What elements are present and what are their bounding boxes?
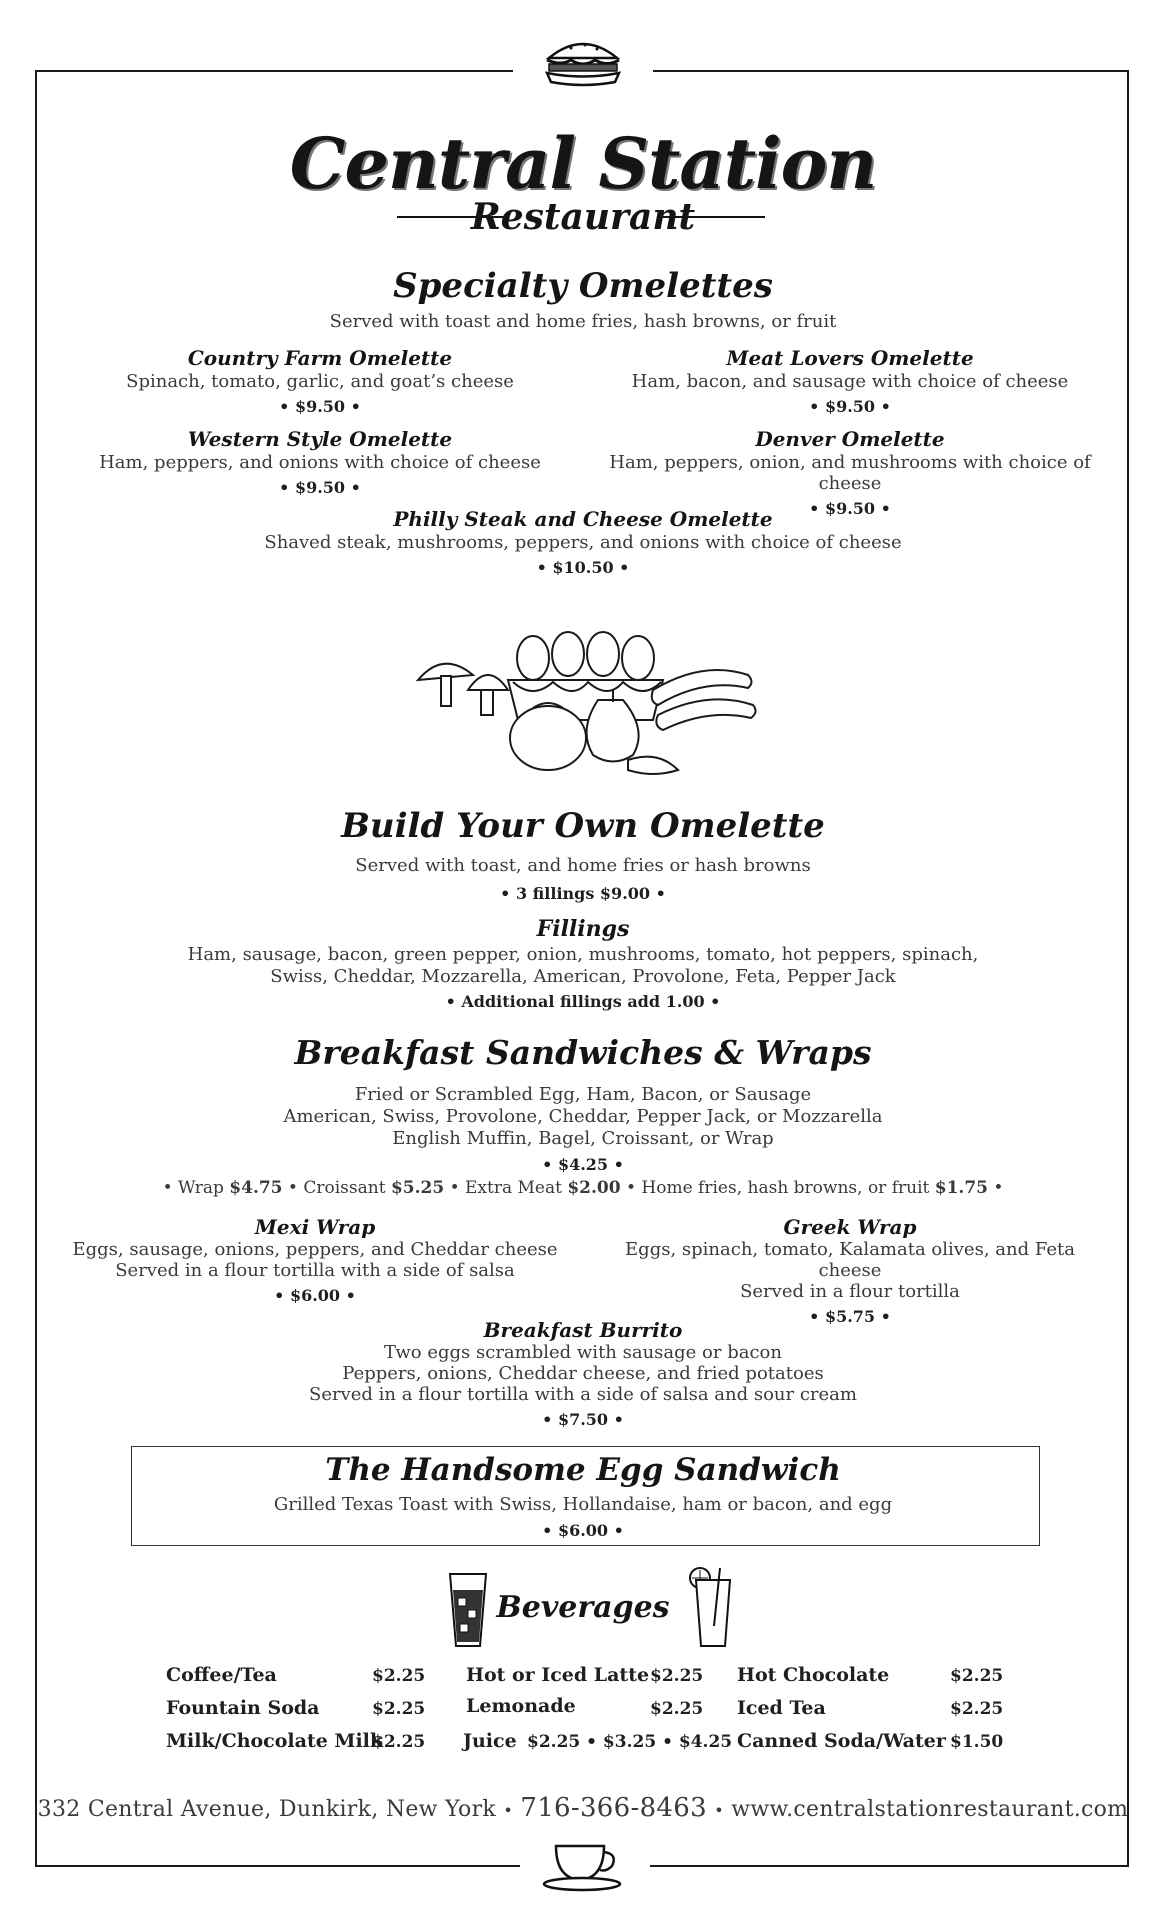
item-name: Western Style Omelette (187, 427, 453, 451)
omelette-item (80, 346, 560, 416)
item-desc: Ham, bacon, and sausage with choice of cheese (631, 371, 1069, 392)
item-desc: Eggs, spinach, tomato, Kalamata olives, and Feta cheese (625, 1239, 1075, 1281)
beverage-name: Hot or Iced Latte (466, 1664, 650, 1686)
section-title-sandwiches: Breakfast Sandwiches & Wraps (294, 1033, 872, 1072)
beverage-price: $2.25 (950, 1699, 1004, 1719)
sandwich-price: • $4.25 • (542, 1155, 624, 1174)
item-name: Philly Steak and Cheese Omelette (393, 507, 773, 531)
section-title-build: Build Your Own Omelette (341, 806, 825, 846)
item-desc: Ham, peppers, onion, and mushrooms with choice of cheese (609, 452, 1091, 494)
item-price: • $9.50 • (279, 478, 361, 497)
item-desc: Served in a flour tortilla with a side of salsa (115, 1260, 515, 1281)
restaurant-subtitle: Restaurant (470, 196, 696, 238)
sandwich-icon (541, 36, 625, 88)
item-name: Mexi Wrap (254, 1215, 376, 1239)
fillings-line: Ham, sausage, bacon, green pepper, onion, mushrooms, tomato, hot peppers, spinach, (187, 944, 979, 965)
omelettes-subtitle: Served with toast and home fries, hash browns, or fruit (329, 311, 837, 332)
omelette-item (0, 507, 1166, 577)
beverage-name: Juice (463, 1730, 517, 1752)
item-name: Greek Wrap (783, 1215, 917, 1239)
footer-contact: 332 Central Avenue, Dunkirk, New York • 716-366-8463 • www.centralstationrestaurant.com (37, 1793, 1129, 1823)
section-title-omelettes: Specialty Omelettes (393, 266, 773, 306)
item-price: • $7.50 • (542, 1410, 624, 1429)
item-name: Meat Lovers Omelette (726, 346, 974, 370)
item-desc: Spinach, tomato, garlic, and goat’s cheese (126, 371, 514, 392)
coffee-cup-icon (542, 1842, 626, 1892)
item-desc: Two eggs scrambled with sausage or bacon (384, 1342, 782, 1363)
handsome-desc: Grilled Texas Toast with Swiss, Hollandaise, ham or bacon, and egg (273, 1494, 893, 1515)
beverage-name: Fountain Soda (166, 1697, 320, 1719)
beverage-name: Iced Tea (737, 1697, 826, 1719)
beverage-price: $2.25 (650, 1666, 704, 1686)
item-name: Country Farm Omelette (187, 346, 453, 370)
beverage-name: Canned Soda/Water (737, 1730, 946, 1752)
item-price: • $9.50 • (809, 499, 891, 518)
item-price: • $10.50 • (536, 558, 630, 577)
item-name: Denver Omelette (755, 427, 945, 451)
section-title-beverages: Beverages (496, 1590, 670, 1625)
footer-phone[interactable]: 716-366-8463 (520, 1793, 707, 1823)
beverage-price: $1.50 (950, 1732, 1004, 1752)
beverage-price: $2.25 • $3.25 • $4.25 (527, 1732, 733, 1752)
item-price: • $5.75 • (809, 1307, 891, 1326)
handsome-price: • $6.00 • (542, 1521, 624, 1540)
sandwich-line: English Muffin, Bagel, Croissant, or Wrap (392, 1128, 774, 1149)
build-price: • 3 fillings $9.00 • (500, 884, 666, 903)
mexi-wrap (70, 1215, 560, 1305)
build-subtitle: Served with toast, and home fries or hash browns (355, 855, 811, 876)
item-desc: Served in a flour tortilla with a side of salsa and sour cream (309, 1384, 857, 1405)
lemonade-glass-icon (686, 1566, 736, 1650)
beverage-name: Milk/Chocolate Milk (166, 1730, 384, 1752)
omelette-item (590, 346, 1110, 416)
item-price: • $9.50 • (279, 397, 361, 416)
beverage-price: $2.25 (372, 1699, 426, 1719)
fillings-additional: • Additional fillings add 1.00 • (445, 992, 721, 1011)
handsome-title: The Handsome Egg Sandwich (325, 1452, 841, 1488)
sandwich-line: Fried or Scrambled Egg, Ham, Bacon, or Sausage (354, 1084, 812, 1105)
sandwich-extras: • Wrap $4.75 • Croissant $5.25 • Extra Meat $2.00 • Home fries, hash browns, or fruit $1.75 • (162, 1178, 1004, 1198)
item-desc: Eggs, sausage, onions, peppers, and Cheddar cheese (72, 1239, 558, 1260)
omelette-item (590, 427, 1110, 518)
ingredients-illustration (413, 620, 763, 785)
beverage-name: Coffee/Tea (166, 1664, 277, 1686)
beverage-price: $2.25 (372, 1732, 426, 1752)
item-price: • $6.00 • (274, 1286, 356, 1305)
omelette-item (80, 427, 560, 497)
item-desc: Served in a flour tortilla (740, 1281, 960, 1302)
greek-wrap (595, 1215, 1105, 1326)
fillings-line: Swiss, Cheddar, Mozzarella, American, Provolone, Feta, Pepper Jack (270, 966, 896, 987)
footer-website[interactable]: www.centralstationrestaurant.com (731, 1797, 1129, 1822)
footer-address: 332 Central Avenue, Dunkirk, New York (37, 1797, 497, 1822)
beverage-price: $2.25 (372, 1666, 426, 1686)
item-desc: Peppers, onions, Cheddar cheese, and fried potatoes (342, 1363, 824, 1384)
fillings-title: Fillings (536, 916, 630, 942)
item-desc: Ham, peppers, and onions with choice of cheese (99, 452, 541, 473)
breakfast-burrito (0, 1318, 1166, 1429)
beverage-price: $2.25 (650, 1699, 704, 1719)
beverage-name: Lemonade (466, 1695, 576, 1717)
item-desc: Shaved steak, mushrooms, peppers, and onions with choice of cheese (264, 532, 902, 553)
restaurant-name: Central Station (289, 122, 877, 205)
beverage-name: Hot Chocolate (737, 1664, 890, 1686)
item-price: • $9.50 • (809, 397, 891, 416)
beverage-price: $2.25 (950, 1666, 1004, 1686)
item-name: Breakfast Burrito (483, 1318, 683, 1342)
sandwich-line: American, Swiss, Provolone, Cheddar, Pepper Jack, or Mozzarella (283, 1106, 883, 1127)
